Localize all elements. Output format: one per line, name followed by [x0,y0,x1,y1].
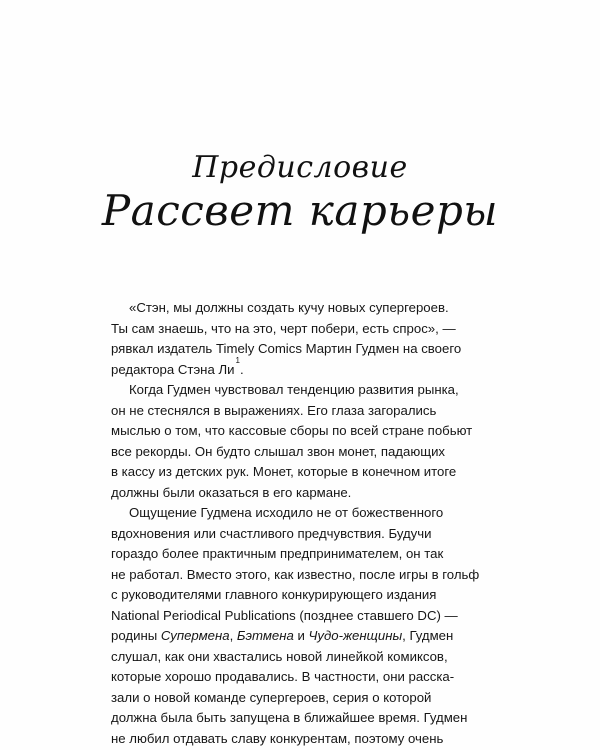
text-fragment: , [229,628,237,643]
text-line: зали о новой команде супергероев, серия о которой [111,689,432,705]
text-fragment: . [239,361,244,377]
text-fragment: , Гудмен [402,628,454,643]
chapter-title: Рассвет карьеры [101,186,499,235]
body-text [111,298,491,749]
text-line: «Стэн, мы должны создать кучу новых супергероев. [129,300,449,315]
italic-title: Супермена [160,628,230,643]
italic-title: Бэтмена [236,628,294,643]
text-line: вдохновения или счастливого предчувствия. Будучи [111,525,432,541]
text-line: не работал. Вместо этого, как известно, после игры в гольф [111,566,480,582]
text-line: рявкал издатель Timely Comics Мартин Гудмен на своего [111,341,462,356]
text-line-with-italics [111,626,491,647]
text-line: Ощущение Гудмена исходило не от божественного [129,505,444,520]
text-line: Когда Гудмен чувствовал тенденцию развития рынка, [129,382,459,397]
text-line: с руководителями главного конкурирующего издания [111,587,437,602]
footnote-marker: 1 [235,356,240,366]
text-fragment: и [293,628,309,643]
italic-title: Чудо-женщины [308,628,403,643]
text-fragment: родины [111,628,161,643]
text-line: он не стеснялся в выражениях. Его глаза загорались [111,402,437,418]
section-label: Предисловие [192,150,408,185]
text-line: которые хорошо продавались. В частности, они расска- [111,669,455,684]
text-line: должна была быть запущена в ближайшее время. Гудмен [111,710,468,725]
text-line: должны были оказаться в его кармане. [111,484,352,500]
text-line: не любил отдавать славу конкурентам, поэтому очень [111,730,444,746]
text-fragment: редактора Стэна Ли [111,361,235,377]
text-line [111,356,491,381]
text-line: в кассу из детских рук. Монет, которые в конечном итоге [111,464,457,479]
text-line: мыслью о том, что кассовые сборы по всей стране побьют [111,423,473,438]
text-line: Ты сам знаешь, что на это, черт побери, есть спрос», — [111,320,456,336]
text-line: слушал, как они хвастались новой линейкой комиксов, [111,648,448,664]
text-line: гораздо более практичным предпринимателем, он так [111,546,444,561]
text-line: National Periodical Publications (позднее ставшего DC) — [111,607,458,623]
text-line: все рекорды. Он будто слышал звон монет, падающих [111,443,446,459]
